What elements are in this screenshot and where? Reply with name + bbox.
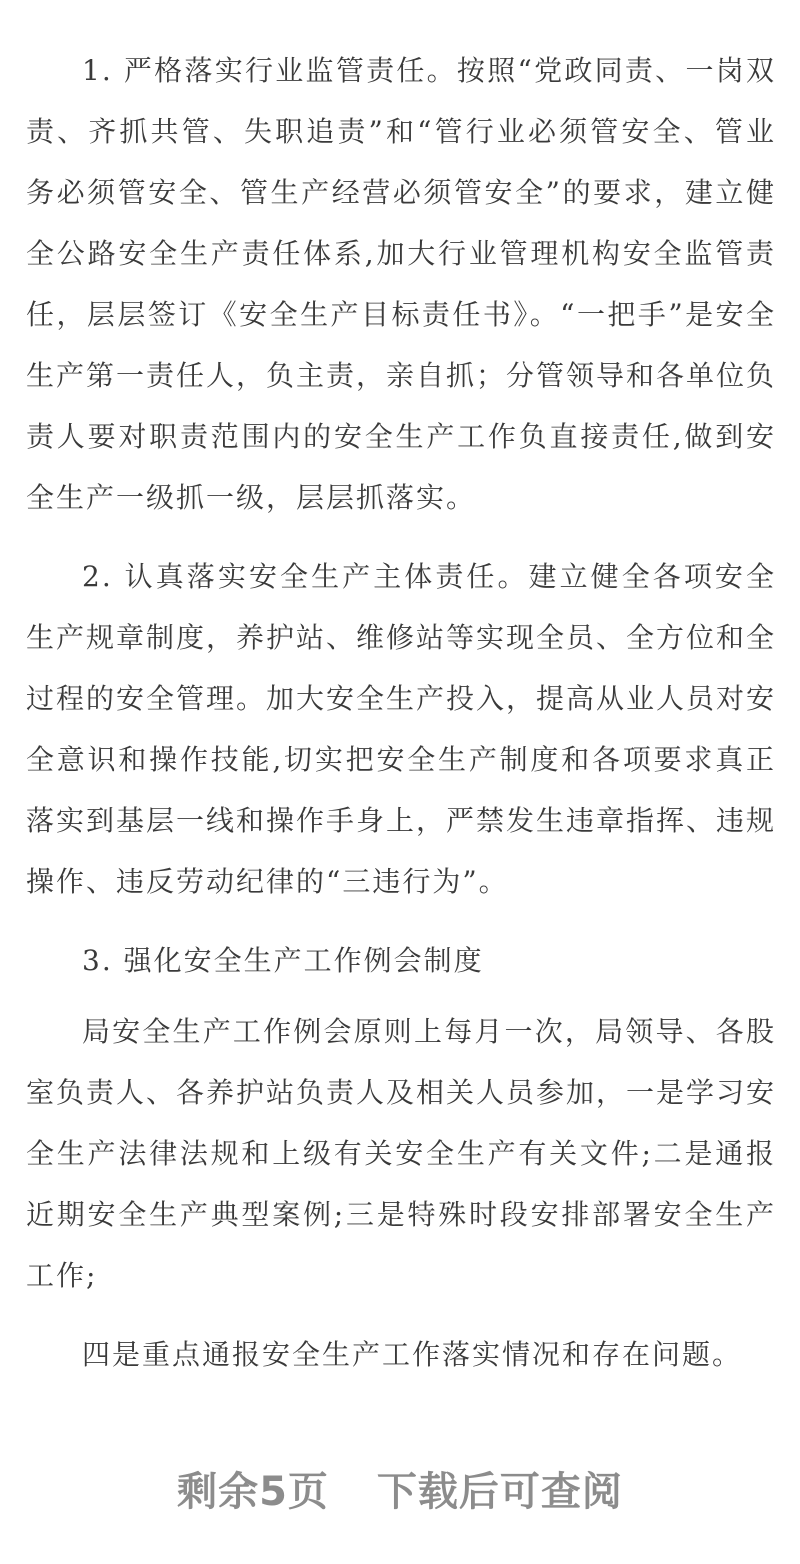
paragraph-1-supervision-responsibility: 1. 严格落实行业监管责任。按照“党政同责、一岗双责、齐抓共管、失职追责”和“管行业必须管安全、管业务必须管安全、管生产经营必须管安全”的要求，建立健全公路安全生产责任体系,加大行业管理机构安全监管责任，层层签订《安全生产目标责任书》。“一把手”是安全生产第一责任人，负主责，亲自抓；分管领导和各单位负责人要对职责范围内的安全生产工作负直接责任,做到安全生产一级抓一级，层层抓落实。 [26, 54, 777, 514]
download-prompt[interactable] [0, 1458, 800, 1518]
download-to-view-label[interactable]: 下载后可查阅 [376, 1468, 623, 1515]
paragraph-report-issues: 四是重点通报安全生产工作落实情况和存在问题。 [82, 1338, 743, 1371]
paragraph-meeting-description: 局安全生产工作例会原则上每月一次，局领导、各股室负责人、各养护站负责人及相关人员参加，一是学习安全生产法律法规和上级有关安全生产有关文件;二是通报近期安全生产典型案例;三是特殊时段安排部署安全生产工作; [26, 1015, 777, 1292]
remaining-pages-label: 剩余5页 [177, 1468, 329, 1515]
paragraph-3-meeting-system-heading: 3. 强化安全生产工作例会制度 [82, 944, 484, 977]
document-body [26, 40, 776, 1385]
paragraph-2-main-responsibility: 2. 认真落实安全生产主体责任。建立健全各项安全生产规章制度，养护站、维修站等实现全员、全方位和全过程的安全管理。加大安全生产投入，提高从业人员对安全意识和操作技能,切实把安全生产制度和各项要求真正落实到基层一线和操作手身上，严禁发生违章指挥、违规操作、违反劳动纪律的“三违行为”。 [26, 560, 777, 898]
